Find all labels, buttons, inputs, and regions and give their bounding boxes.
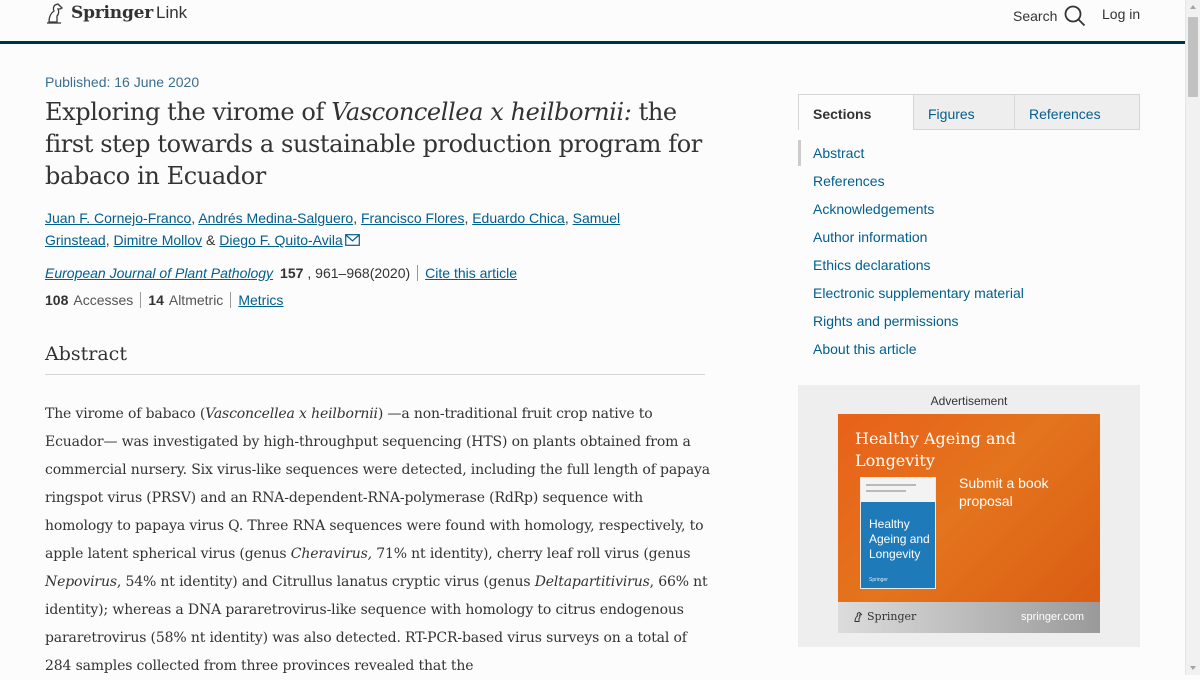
author-link[interactable]: Francisco Flores — [360, 210, 465, 226]
section-link-author-information[interactable]: Author information — [813, 229, 928, 245]
section-link-references[interactable]: References — [813, 173, 885, 189]
search-label: Search — [1013, 8, 1058, 24]
abstract-italic-species: Vasconcellea x heilbornii — [205, 406, 378, 422]
journal-info — [45, 265, 517, 281]
springer-horse-icon — [45, 2, 65, 24]
abstract-text — [45, 400, 710, 680]
author-separator: , — [105, 232, 114, 248]
altmetric-label: Altmetric — [168, 292, 224, 308]
section-link-acknowledgements[interactable]: Acknowledgements — [813, 201, 935, 217]
volume-number: 157 — [280, 265, 304, 281]
sections-list — [798, 140, 1138, 364]
author-link[interactable]: Samuel Grinstead — [45, 210, 621, 248]
author-link[interactable]: Juan F. Cornejo-Franco — [45, 210, 192, 226]
page-scrollbar[interactable] — [1185, 0, 1200, 675]
title-text-rest: the first step towards a sustainable production program for babaco in Ecuador — [45, 98, 702, 190]
article-metrics — [45, 292, 283, 308]
section-link-abstract[interactable]: Abstract — [798, 140, 1138, 168]
abstract-italic-genus: Cheravirus, — [290, 546, 372, 562]
author-separator: , — [353, 210, 361, 226]
springerlink-logo[interactable] — [45, 2, 187, 24]
pages-year: , 961–968(2020) — [307, 265, 411, 281]
author-ampersand: & — [202, 232, 220, 248]
section-link-about-article[interactable]: About this article — [813, 341, 917, 357]
ad-banner[interactable] — [838, 414, 1100, 633]
tab-sections[interactable]: Sections — [798, 94, 913, 130]
author-link[interactable]: Diego F. Quito-Avila — [219, 232, 343, 248]
springer-logo — [853, 610, 916, 623]
section-link-ethics-declarations[interactable]: Ethics declarations — [813, 257, 931, 273]
accesses-count: 108 — [45, 292, 69, 308]
scroll-down-arrow-icon[interactable] — [1190, 666, 1196, 670]
tab-references[interactable]: References — [1015, 94, 1140, 130]
brand-suffix: Link — [156, 3, 188, 22]
search-icon — [1064, 5, 1086, 27]
tab-figures[interactable]: Figures — [913, 94, 1015, 130]
book-cover-line — [866, 484, 916, 486]
abstract-italic-genus: Deltapartitivirus — [534, 574, 650, 590]
book-cover-header — [861, 478, 935, 502]
author-separator: , — [191, 210, 199, 226]
scroll-thumb[interactable] — [1188, 17, 1198, 97]
advertisement-label: Advertisement — [930, 394, 1008, 408]
search-button[interactable] — [1013, 5, 1086, 27]
divider — [230, 292, 231, 308]
title-italic-text: Vasconcellea x heilbornii: — [331, 98, 632, 126]
author-link[interactable]: Dimitre Mollov — [113, 232, 203, 248]
author-link[interactable]: Eduardo Chica — [472, 210, 565, 226]
divider — [417, 265, 418, 281]
author-link[interactable]: Andrés Medina-Salguero — [198, 210, 354, 226]
scroll-up-arrow-icon[interactable] — [1190, 5, 1196, 9]
metrics-link[interactable]: Metrics — [238, 292, 284, 308]
springer-horse-icon — [853, 611, 863, 623]
abstract-text-part: The virome of babaco ( — [45, 406, 206, 422]
journal-link[interactable]: European Journal of Plant Pathology — [45, 265, 274, 281]
divider — [140, 292, 141, 308]
ad-footer — [838, 602, 1100, 633]
title-text: Exploring the virome of — [45, 98, 332, 126]
abstract-text-part: 71% nt identity), cherry leaf roll virus (genus — [371, 546, 691, 562]
book-cover-image — [860, 477, 936, 589]
section-link-supplementary-material[interactable]: Electronic supplementary material — [813, 285, 1024, 301]
article-title — [45, 96, 725, 192]
cite-article-link[interactable]: Cite this article — [425, 265, 517, 281]
ad-brand: Springer — [867, 610, 917, 623]
site-header — [0, 0, 1185, 44]
ad-headline: Healthy Ageing and Longevity — [855, 429, 1017, 470]
accesses-label: Accesses — [73, 292, 134, 308]
ad-subline: Submit a book proposal — [959, 475, 1049, 509]
author-separator: , — [564, 210, 573, 226]
book-publisher: Springer — [869, 577, 888, 583]
sidebar-tabs — [798, 94, 1140, 130]
author-separator: , — [464, 210, 473, 226]
book-title: Healthy Ageing and Longevity — [869, 517, 930, 561]
book-cover-line — [866, 490, 906, 492]
ad-url: springer.com — [1021, 611, 1084, 623]
mail-icon[interactable] — [345, 234, 360, 246]
altmetric-count: 14 — [148, 292, 164, 308]
login-link[interactable]: Log in — [1102, 6, 1141, 22]
advertisement-box — [798, 385, 1140, 647]
section-link-rights-permissions[interactable]: Rights and permissions — [813, 313, 959, 329]
abstract-text-part: , 54% nt identity) and Citrullus lanatus cryptic virus (genus — [116, 574, 535, 590]
abstract-heading: Abstract — [45, 343, 705, 375]
author-list — [45, 207, 685, 251]
brand-name: Springer — [71, 3, 153, 23]
abstract-text-part: , 66% nt identity); whereas a DNA pararetrovirus-like sequence with homology to citrus endogenous pararetrovirus (58% nt identity) was also detected. RT-PCR-based virus surveys on a total of 284 samples collected from three provinces revealed that the — [45, 574, 708, 674]
abstract-text-part: ) —a non-traditional fruit crop native to Ecuador— was investigated by high-throughput sequencing (HTS) on plants obtained from a commercial nursery. Six virus-like sequences were detected, including the full length of papaya ringspot virus (PRSV) and an RNA-dependent-RNA-polymerase (RdRp) sequence with homology to papaya virus Q. Three RNA sequences were found with homology, respectively, to apple latent spherical virus (genus — [45, 406, 711, 562]
abstract-italic-genus: Nepovirus — [45, 574, 117, 590]
published-date: Published: 16 June 2020 — [45, 74, 200, 90]
